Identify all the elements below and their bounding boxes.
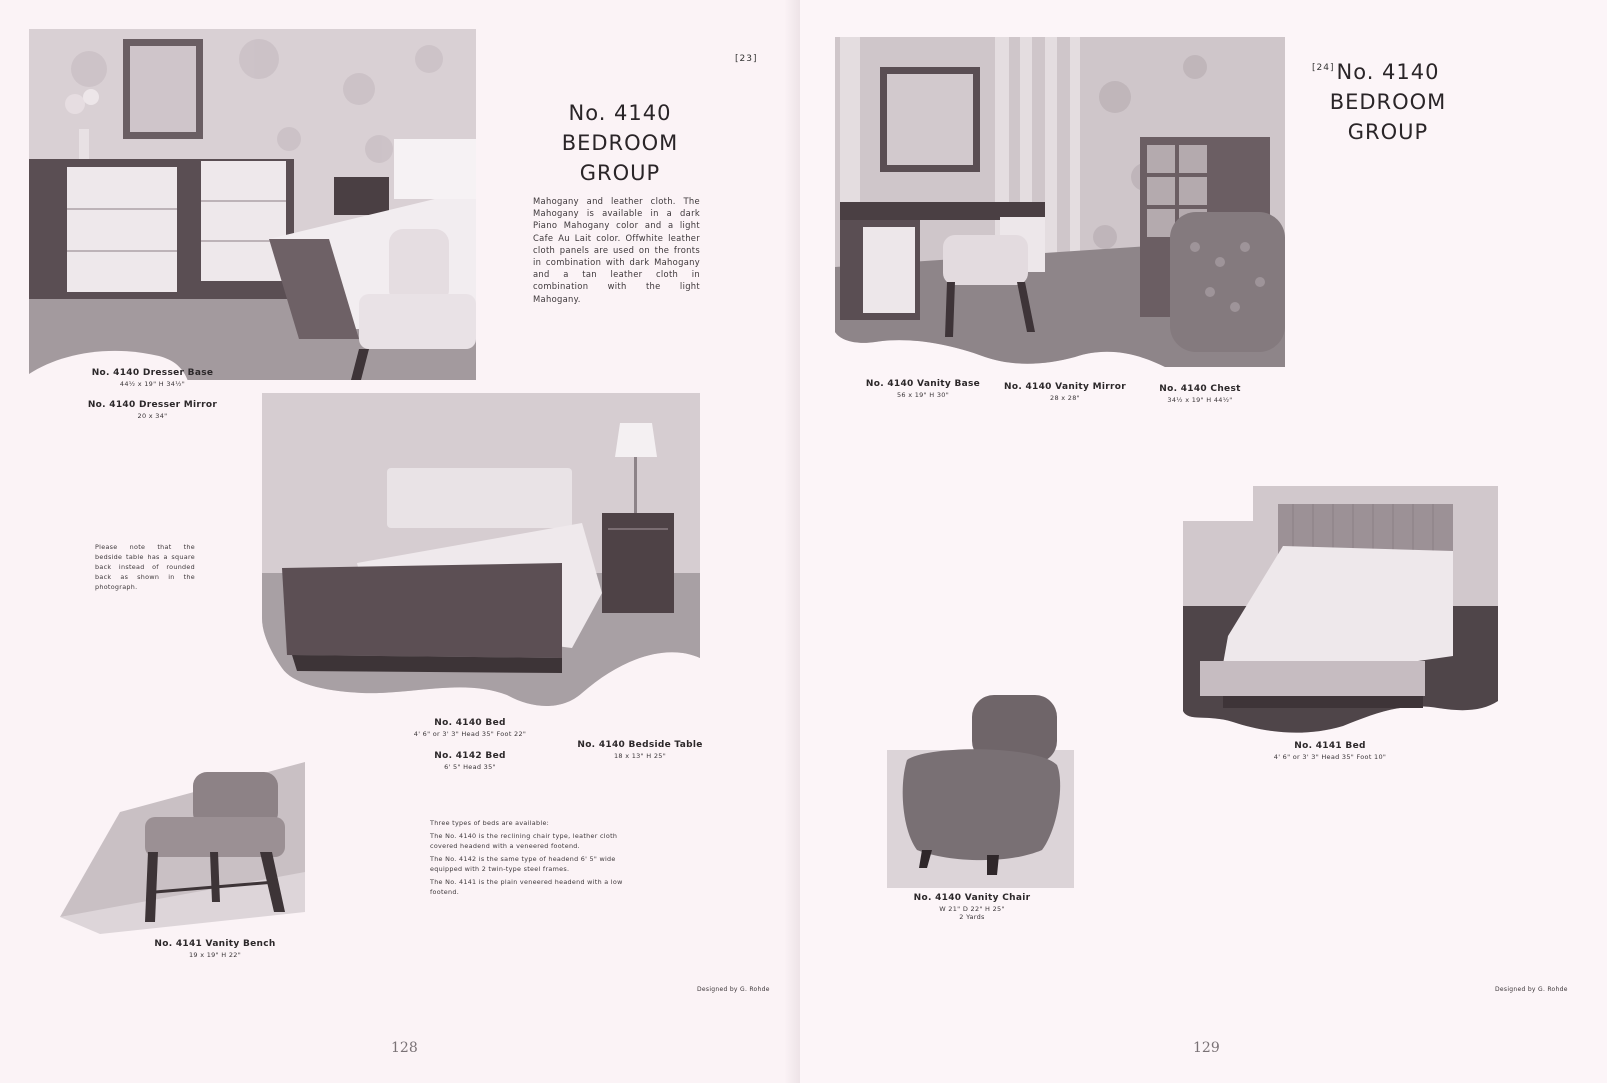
caption-dims: 18 x 13" H 25": [614, 752, 666, 760]
caption-name: No. 4140 Chest: [1159, 384, 1241, 394]
bed-4141-illustration: [1183, 486, 1498, 736]
dresser-room-illustration: [29, 29, 476, 380]
caption-name: No. 4140 Bedside Table: [577, 740, 703, 750]
caption-dims: 4' 6" or 3' 3" Head 35" Foot 22": [413, 730, 527, 738]
right-page: [800, 0, 1607, 1083]
caption-name: No. 4140 Bed: [434, 718, 506, 728]
caption-dresser-mirror: [80, 400, 225, 420]
caption-bedside-table: [575, 740, 705, 760]
page-number: 128: [391, 1040, 418, 1056]
bed-types-line: The No. 4142 is the same type of headend 6' 5" wide equipped with 2 twin-type steel frames.: [430, 855, 616, 873]
dresser-room-photo: [29, 29, 476, 380]
title-line-3: GROUP: [579, 161, 661, 185]
caption-bed-4142: [420, 751, 520, 771]
caption-dims: 28 x 28": [1050, 394, 1080, 402]
left-page-bracket-number: [23]: [735, 54, 758, 64]
title-line-2: BEDROOM: [1329, 90, 1447, 114]
vanity-room-photo: [835, 37, 1285, 367]
caption-name: No. 4140 Dresser Mirror: [87, 400, 218, 410]
vanity-bench-photo: [60, 762, 305, 934]
caption-dims: 4' 6" or 3' 3" Head 35" Foot 10": [1273, 753, 1387, 761]
caption-dims: W 21" D 22" H 25": [939, 905, 1005, 913]
caption-dims: 20 x 34": [137, 412, 168, 420]
bed-illustration: [262, 393, 700, 713]
title-line-2: BEDROOM: [561, 131, 679, 155]
caption-dims: 56 x 19" H 30": [897, 391, 949, 399]
caption-name: No. 4141 Bed: [1294, 741, 1366, 751]
caption-dims: 44½ x 19" H 34½": [119, 380, 186, 388]
bed-types-line: The No. 4141 is the plain veneered headend with a low footend.: [430, 878, 623, 896]
bedside-table-note: Please note that the bedside table has a square back instead of rounded back as shown in the photograph.: [95, 543, 195, 591]
product-description: Mahogany and leather cloth. The Mahogany is available in a dark Piano Mahogany color and a light Cafe Au Lait color. Offwhite leather cloth panels are used on the fronts in combination with dark Mahogany and a tan leather cloth in combination with the light Mahogany.: [533, 196, 700, 304]
caption-yardage: 2 Yards: [959, 913, 985, 921]
caption-name: No. 4140 Vanity Base: [865, 379, 981, 389]
caption-vanity-mirror: [995, 382, 1135, 402]
designer-credit: Designed by G. Rohde: [697, 986, 770, 993]
caption-name: No. 4140 Vanity Chair: [913, 893, 1031, 903]
caption-name: No. 4142 Bed: [434, 751, 506, 761]
caption-dims: 34½ x 19" H 44½": [1167, 396, 1233, 404]
caption-vanity-chair: [902, 893, 1042, 921]
vanity-bench-illustration: [60, 762, 305, 934]
designer-credit: Designed by G. Rohde: [1495, 986, 1568, 993]
title-line-1: No. 4140: [568, 101, 672, 125]
left-page: [0, 0, 800, 1083]
bed-types-line: Three types of beds are available:: [430, 819, 550, 827]
right-page-bracket-number: [24]: [1312, 63, 1335, 73]
bed-photo: [262, 393, 700, 713]
caption-bed-4140: [395, 718, 545, 738]
caption-vanity-bench: [145, 939, 285, 959]
caption-chest: [1140, 384, 1260, 404]
caption-dims: 19 x 19" H 22": [189, 951, 241, 959]
vanity-chair-photo: [887, 690, 1074, 888]
title-line-1: No. 4140: [1336, 60, 1440, 84]
caption-name: No. 4141 Vanity Bench: [154, 939, 276, 949]
left-page-title: [540, 98, 700, 188]
caption-name: No. 4140 Dresser Base: [91, 368, 214, 378]
bed-types-line: The No. 4140 is the reclining chair type, leather cloth covered headend with a veneered footend.: [430, 832, 618, 850]
caption-name: No. 4140 Vanity Mirror: [1004, 382, 1126, 392]
page-number: 129: [1193, 1040, 1220, 1056]
bed-4141-photo: [1183, 486, 1498, 736]
caption-dims: 6' 5" Head 35": [444, 763, 496, 771]
bed-types-text: [430, 818, 625, 900]
vanity-chair-illustration: [887, 690, 1074, 888]
caption-bed-4141: [1260, 741, 1400, 761]
right-page-title: [1308, 57, 1468, 147]
vanity-room-illustration: [835, 37, 1285, 367]
title-line-3: GROUP: [1347, 120, 1429, 144]
caption-dresser-base: [80, 368, 225, 388]
caption-vanity-base: [858, 379, 988, 399]
